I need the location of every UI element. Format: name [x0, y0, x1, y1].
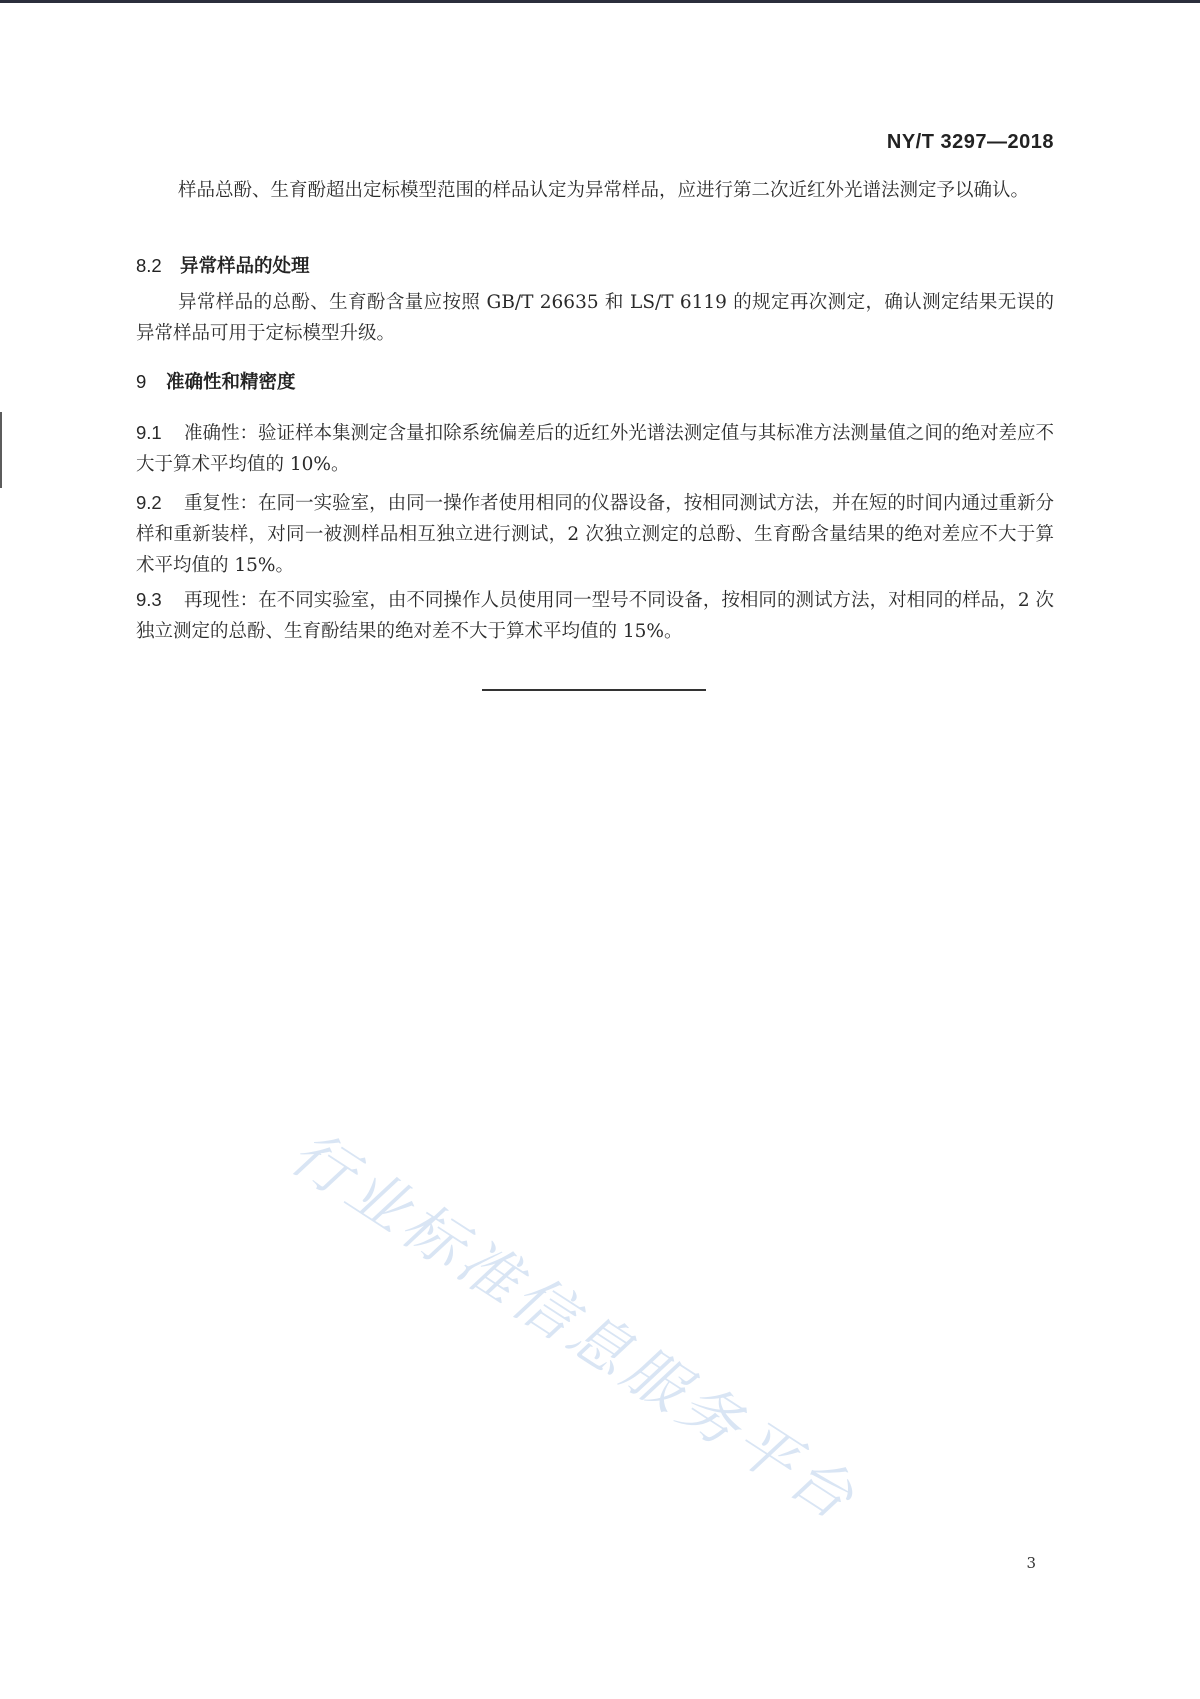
- clause-9-2: [136, 487, 1054, 581]
- section-title: 准确性和精密度: [166, 372, 296, 393]
- end-of-document-rule: [482, 689, 706, 691]
- clause-9-1: [136, 417, 1054, 480]
- section-8-2-paragraph: 异常样品的总酚、生育酚含量应按照 GB/T 26635 和 LS/T 6119 的规定再次测定，确认测定结果无误的异常样品可用于定标模型升级。: [136, 292, 1054, 344]
- section-8-2-heading: [136, 252, 310, 278]
- clause-text: 再现性：在不同实验室，由不同操作人员使用同一型号不同设备，按相同的测试方法，对相同的样品，2 次独立测定的总酚、生育酚结果的绝对差不大于算术平均值的 15%。: [136, 590, 1054, 642]
- clause-number: 9.3: [136, 589, 162, 610]
- scan-edge-mark: [0, 412, 2, 488]
- section-9-heading: [136, 368, 296, 394]
- section-title: 异常样品的处理: [180, 256, 310, 277]
- clause-text: 准确性：验证样本集测定含量扣除系统偏差后的近红外光谱法测定值与其标准方法测量值之间的绝对差应不大于算术平均值的 10%。: [136, 423, 1054, 475]
- clause-number: 9.2: [136, 492, 162, 513]
- page-number: 3: [1026, 1554, 1036, 1572]
- section-number: 8.2: [136, 255, 162, 276]
- section-number: 9: [136, 371, 147, 392]
- intro-paragraph: 样品总酚、生育酚超出定标模型范围的样品认定为异常样品，应进行第二次近红外光谱法测定予以确认。: [178, 180, 1030, 201]
- clause-9-3: [136, 584, 1054, 647]
- clause-text: 重复性：在同一实验室，由同一操作者使用相同的仪器设备，按相同测试方法，并在短的时间内通过重新分样和重新装样，对同一被测样品相互独立进行测试，2 次独立测定的总酚、生育酚含量结果的绝对差应不大于算术平均值的 15%。: [136, 493, 1054, 576]
- standard-code: NY/T 3297—2018: [886, 131, 1054, 153]
- clause-number: 9.1: [136, 422, 162, 443]
- scan-top-edge: [0, 0, 1200, 3]
- watermark: 行业标准信息服务平台: [278, 1117, 870, 1537]
